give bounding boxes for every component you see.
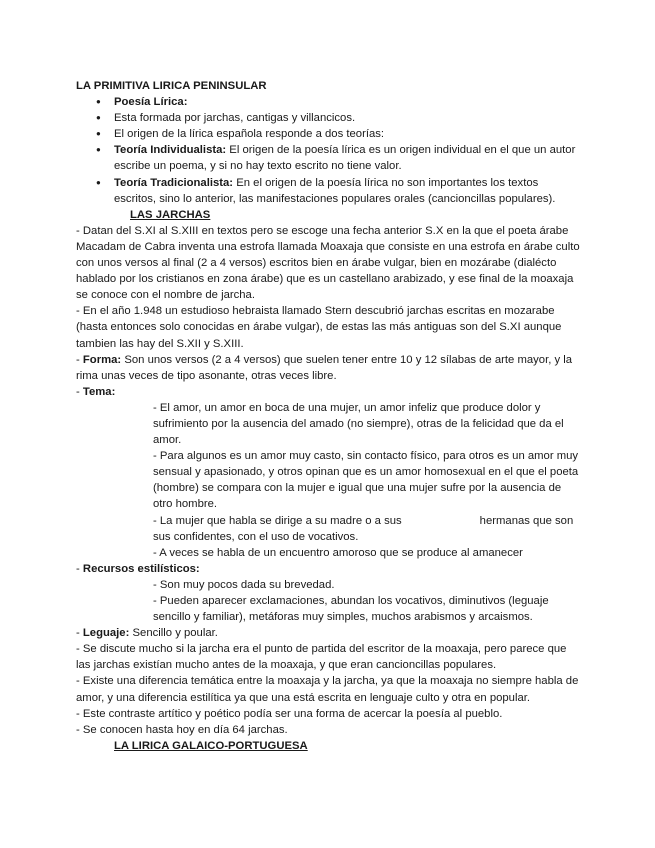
bullet-item bbox=[76, 142, 580, 174]
tema-prefix: - bbox=[76, 385, 83, 398]
section-heading-jarchas: LAS JARCHAS bbox=[130, 208, 211, 221]
forma-label: Forma: bbox=[82, 353, 122, 366]
tema-item bbox=[76, 513, 580, 545]
paragraph-datan: - Datan del S.XI al S.XIII en textos pero se escoge una fecha anterior S.X en la que el poeta árabe Macadam de Cabra inventa una estrofa llamada Moaxaja que consiste en una estrofa en árabe culto con unos versos al final (2 a 4 versos) escritos bien en árabe vulgar, bien en mozárabe (dialécto hablado por los cristianos en zona árabe) que es un castellano arabizado, y ese final de la moaxaja se conoce con el nombre de jarcha. bbox=[76, 224, 580, 302]
leguaje-prefix: - bbox=[76, 627, 83, 640]
tema-heading bbox=[76, 384, 580, 400]
tema-item-part: - La mujer que habla se dirige a su madre o a sus bbox=[153, 514, 402, 527]
recursos-item: - Son muy pocos dada su brevedad. bbox=[153, 578, 335, 591]
bullet-text: El origen de la lírica española responde a dos teorías: bbox=[114, 128, 385, 141]
recursos-heading bbox=[76, 561, 580, 577]
closing-paragraph: - Se conocen hasta hoy en día 64 jarchas. bbox=[76, 723, 288, 736]
bullet-text: En el origen de la poesía lírica no son importantes los textos escritos, sino lo anterior, las manifestaciones populares orales (cancioncillas populares). bbox=[114, 176, 556, 205]
tema-item-part: hermanas que son sus confidentes, con el uso de vocativos. bbox=[153, 514, 574, 543]
recursos-prefix: - bbox=[76, 562, 83, 575]
document-content bbox=[76, 78, 580, 754]
paragraph-forma bbox=[76, 352, 580, 384]
bullet-label: Teoría Tradicionalista: bbox=[114, 176, 234, 189]
bullet-item bbox=[76, 110, 580, 126]
leguaje-text: Sencillo y poular. bbox=[129, 627, 218, 640]
closing-paragraph: - Existe una diferencia temática entre la moaxaja y la jarcha, ya que la moaxaja no siempre habla de amor, y una diferencia estilítica ya que una está escrita en lenguaje culto y otra en popular. bbox=[76, 675, 579, 704]
bullet-label: Teoría Individualista: bbox=[114, 144, 227, 157]
paragraph-leguaje bbox=[76, 625, 580, 641]
bullet-label: Poesía Lírica: bbox=[114, 96, 188, 109]
closing-paragraph: - Se discute mucho si la jarcha era el punto de partida del escritor de la moaxaja, pero parece que las jarchas existían mucho antes de la moaxaja, y que eran cancioncillas populares. bbox=[76, 643, 567, 672]
paragraph-stern: - En el año 1.948 un estudioso hebraista llamado Stern descubrió jarchas escritas en mozarabe (hasta entonces solo conocidas en árabe vulgar), de estas las más antiguas son del S.XI aunque tambien las hay del S.XII y S.XIII. bbox=[76, 305, 562, 350]
recursos-item: - Pueden aparecer exclamaciones, abundan los vocativos, diminutivos (leguaje sencillo y familiar), metáforas muy simples, muchos arabismos y arcaismos. bbox=[153, 595, 549, 624]
bullet-item bbox=[76, 94, 580, 110]
tema-item: - Para algunos es un amor muy casto, sin contacto físico, para otros es un amor muy sensual y apasionado, y otros opinan que es un amor homosexual en el que el poeta (hombre) se compara con la mujer e igual que una mujer sufre por la ausencia de otro hombre. bbox=[153, 450, 579, 511]
document-title: LA PRIMITIVA LIRICA PENINSULAR bbox=[76, 80, 267, 92]
section-heading-galaico: LA LIRICA GALAICO-PORTUGUESA bbox=[114, 739, 308, 752]
bullet-text: El origen de la poesía lírica es un origen individual en el que un autor escribe un poema, y si no hay texto escrito no tiene valor. bbox=[114, 144, 576, 173]
bullet-item bbox=[76, 126, 580, 142]
recursos-label: Recursos estilísticos: bbox=[82, 562, 200, 575]
leguaje-label: Leguaje: bbox=[82, 627, 130, 640]
intro-bullet-list bbox=[76, 94, 580, 207]
closing-paragraph: - Este contraste artítico y poético podía ser una forma de acercar la poesía al pueblo. bbox=[76, 707, 503, 720]
forma-prefix: - bbox=[76, 353, 83, 366]
tema-label: Tema: bbox=[82, 385, 116, 398]
tema-item: - A veces se habla de un encuentro amoroso que se produce al amanecer bbox=[153, 546, 523, 559]
forma-text: Son unos versos (2 a 4 versos) que suelen tener entre 10 y 12 sílabas de arte mayor, y la rima unas veces de tipo asonante, otras veces libre. bbox=[76, 353, 573, 382]
bullet-item bbox=[76, 175, 580, 207]
bullet-text: Esta formada por jarchas, cantigas y villancicos. bbox=[114, 112, 356, 125]
tema-item: - El amor, un amor en boca de una mujer, un amor infeliz que produce dolor y sufrimiento por la ausencia del amado (no siempre), otras de la felicidad que da el amor. bbox=[153, 401, 564, 447]
